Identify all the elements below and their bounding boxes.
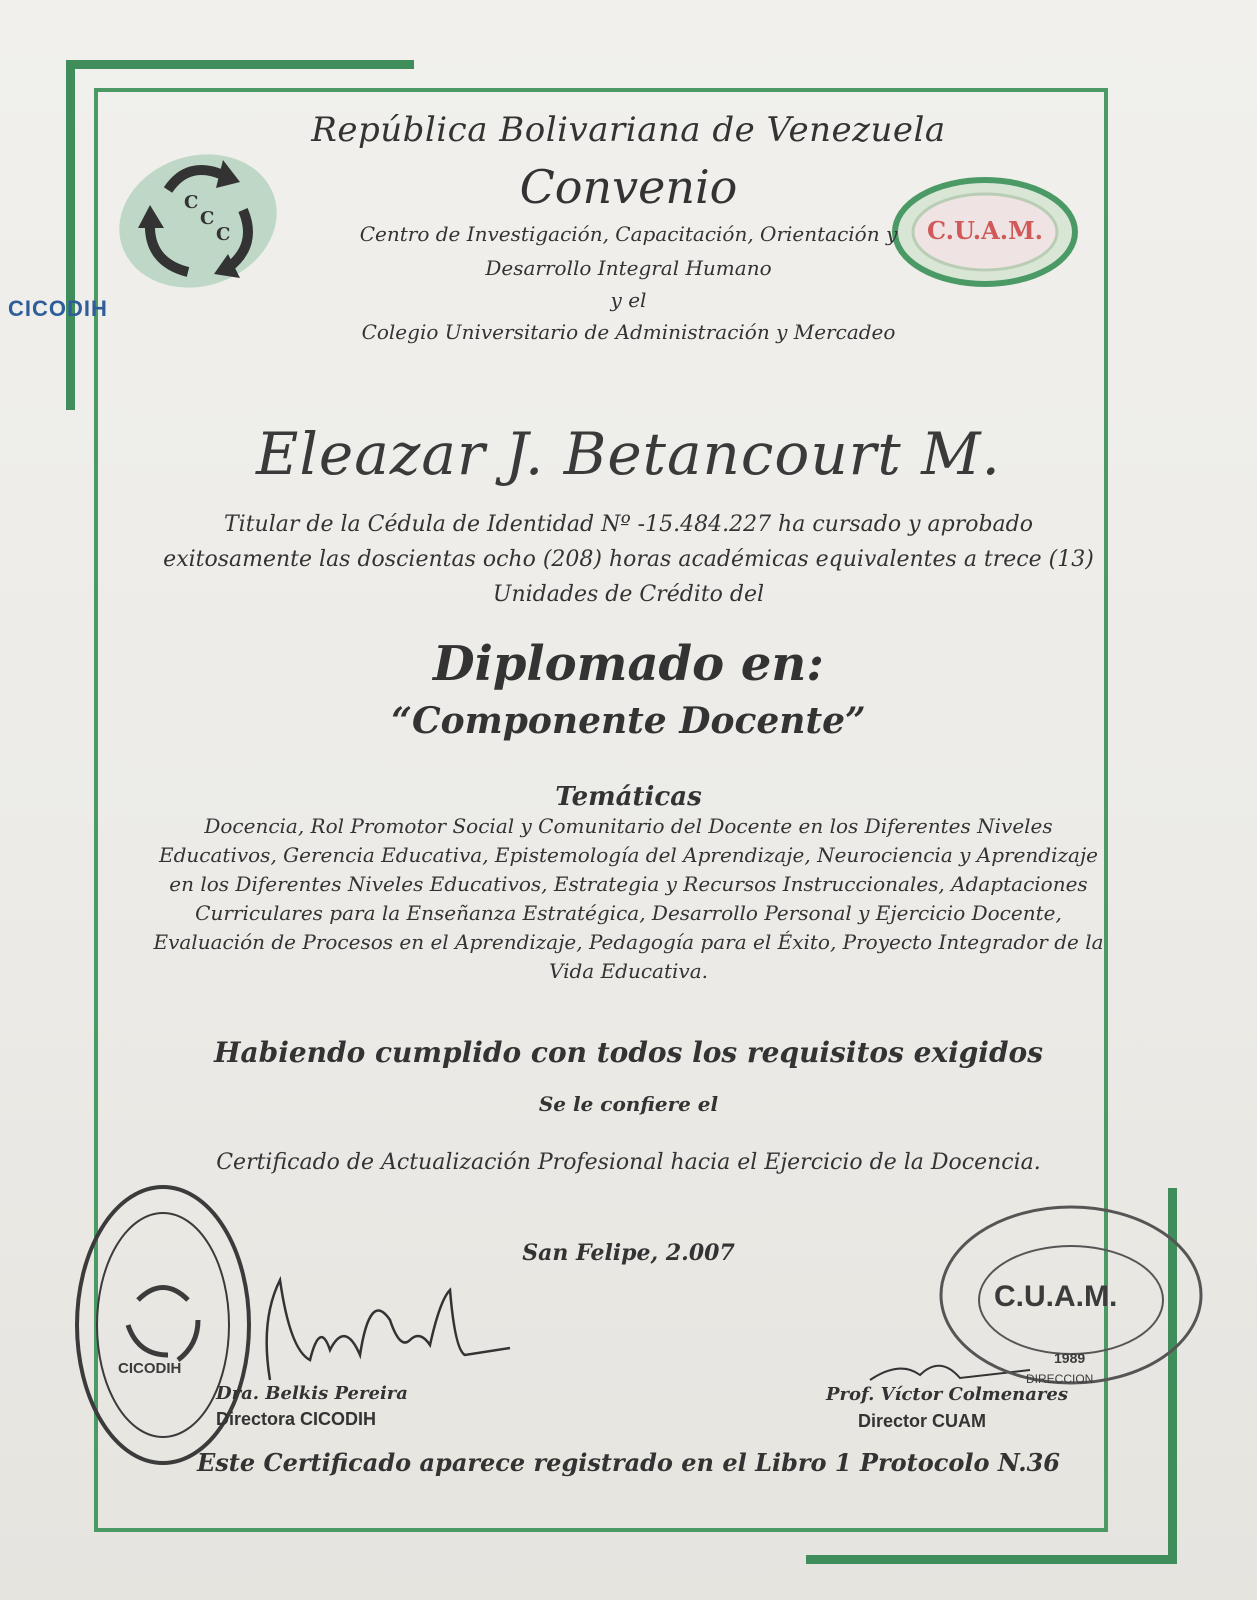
conjunction-text: y el [610, 288, 647, 312]
republic-heading: República Bolivariana de Venezuela [311, 110, 946, 150]
left-signatory-name: Dra. Belkis Pereira [216, 1383, 408, 1404]
program-name: “Componente Docente” [391, 700, 866, 742]
statement-line-1: Titular de la Cédula de Identidad Nº -15.484.227 ha cursado y aprobado [224, 512, 1033, 537]
left-signature-icon [250, 1260, 520, 1400]
left-stamp-center-text: CICODIH [118, 1360, 182, 1377]
frame-top-bar [66, 60, 414, 69]
recipient-name: Eleazar J. Betancourt M. [256, 420, 1001, 488]
place-date: San Felipe, 2.007 [522, 1240, 735, 1266]
institution-line-1: Centro de Investigación, Capacitación, Orientación y [359, 222, 898, 246]
registration-note: Este Certificado aparece registrado en el Libro 1 Protocolo N.36 [197, 1448, 1060, 1477]
frame-bottom-bar [806, 1555, 1177, 1564]
topics-text: Docencia, Rol Promotor Social y Comunitario del Docente en los Diferentes Niveles Educativos, Gerencia Educativa, Epistemología del Aprendizaje, Neurociencia y Aprendizaje en los Diferentes Niveles Educativos, Estrategia y Recursos Instruccionales, Adaptaciones Curriculares para la Enseñanza Estratégica, Desarrollo Personal y Ejercicio Docente, Evaluación de Procesos en el Aprendizaje, Pedagogía para el Éxito, Proyecto Integrador de la Vida Educativa. [153, 814, 1104, 983]
svg-text:C: C [184, 192, 199, 213]
right-signatory-role: Director CUAM [858, 1411, 987, 1431]
institution-line-3: Colegio Universitario de Administración y Mercadeo [361, 320, 896, 344]
topics-heading: Temáticas [555, 782, 702, 812]
statement-line-2: exitosamente las doscientas ocho (208) horas académicas equivalentes a trece (13) [163, 547, 1094, 572]
svg-text:C: C [216, 224, 231, 245]
cuam-logo-text: C.U.A.M. [926, 216, 1043, 245]
program-heading: Diplomado en: [432, 636, 824, 692]
agreement-title: Convenio [519, 160, 738, 214]
statement-line-3: Unidades de Crédito del [492, 582, 765, 607]
left-signatory-role: Directora CICODIH [216, 1409, 377, 1429]
right-stamp-year: 1989 [1054, 1350, 1086, 1366]
cicodih-logo-text: CICODIH [8, 296, 108, 321]
requirements-text: Habiendo cumplido con todos los requisitos exigidos [214, 1036, 1043, 1069]
right-signatory-name: Prof. Víctor Colmenares [826, 1384, 1068, 1405]
certificate-title: Certificado de Actualización Profesional hacia el Ejercicio de la Docencia. [216, 1150, 1041, 1175]
institution-line-2: Desarrollo Integral Humano [485, 256, 772, 280]
right-stamp-bottom-text: DIRECCION [1026, 1372, 1094, 1386]
right-stamp-center-text: C.U.A.M. [994, 1280, 1118, 1313]
svg-text:C: C [200, 208, 215, 229]
confers-text: Se le confiere el [538, 1092, 719, 1116]
cuam-stamp [936, 1200, 1206, 1390]
